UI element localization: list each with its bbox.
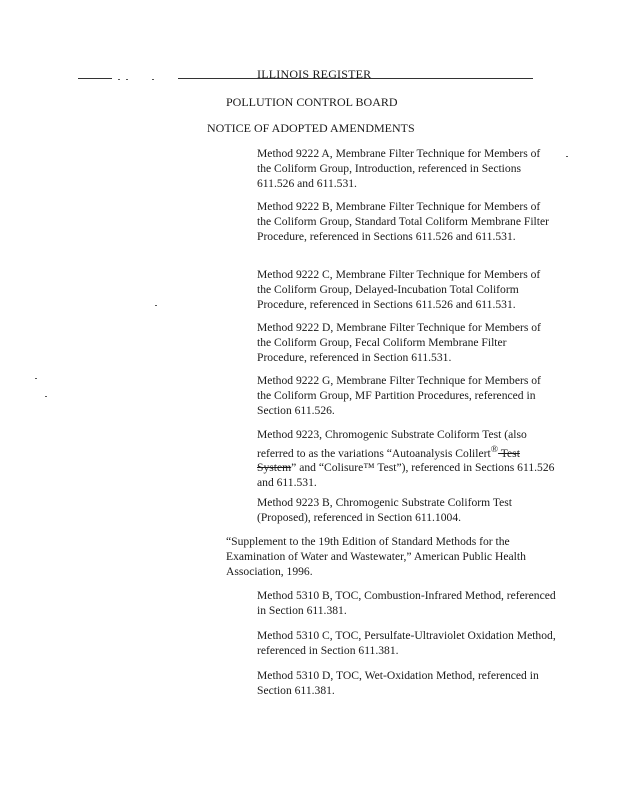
scan-speck — [45, 396, 47, 397]
scan-speck — [118, 79, 120, 80]
scan-speck — [152, 79, 154, 80]
method-entry: Method 9222 G, Membrane Filter Technique for Members of the Coliform Group, MF Partition Procedures, referenced in Section 611.526. — [257, 374, 541, 417]
scan-speck — [155, 305, 157, 306]
method-entry: Method 9223 B, Chromogenic Substrate Coliform Test (Proposed), referenced in Section 611.1004. — [257, 496, 512, 524]
scan-speck — [126, 79, 128, 80]
method-entry: Method 9222 D, Membrane Filter Technique for Members of the Coliform Group, Fecal Coliform Membrane Filter Procedure, referenced in Section 611.531. — [257, 321, 541, 364]
entry-text: Method 9223, Chromogenic Substrate Coliform Test (also referred to as the variations “Autoanalysis Colilert — [257, 428, 527, 460]
method-entry: Method 9222 A, Membrane Filter Technique for Members of the Coliform Group, Introduction, referenced in Sections 611.526 and 611.531. — [257, 147, 541, 190]
scan-speck — [566, 156, 568, 157]
registered-mark: ® — [490, 443, 499, 455]
register-title: ILLINOIS REGISTER — [257, 67, 372, 81]
agency-title: POLLUTION CONTROL BOARD — [226, 95, 398, 109]
supplement-reference: “Supplement to the 19th Edition of Standard Methods for the Examination of Water and Wastewater,” American Public Health Association, 1996. — [226, 535, 526, 578]
method-entry: Method 5310 D, TOC, Wet-Oxidation Method, referenced in Section 611.381. — [257, 669, 539, 697]
struck-text: Test System — [257, 446, 520, 475]
notice-title: NOTICE OF ADOPTED AMENDMENTS — [207, 121, 415, 135]
header-rule-left — [78, 78, 112, 79]
method-entry: Method 5310 C, TOC, Persulfate-Ultraviolet Oxidation Method, referenced in Section 611.381. — [257, 629, 556, 657]
method-entry — [257, 428, 557, 491]
scan-speck — [35, 378, 37, 379]
method-entry: Method 5310 B, TOC, Combustion-Infrared Method, referenced in Section 611.381. — [257, 589, 556, 617]
method-entry: Method 9222 C, Membrane Filter Technique for Members of the Coliform Group, Delayed-Incubation Total Coliform Procedure, referenced in Sections 611.526 and 611.531. — [257, 268, 541, 311]
entry-text: ” and “Colisure™ Test”), referenced in Sections 611.526 and 611.531. — [257, 461, 555, 490]
method-entry: Method 9222 B, Membrane Filter Technique for Members of the Coliform Group, Standard Total Coliform Membrane Filter Procedure, referenced in Sections 611.526 and 611.531. — [257, 200, 549, 243]
